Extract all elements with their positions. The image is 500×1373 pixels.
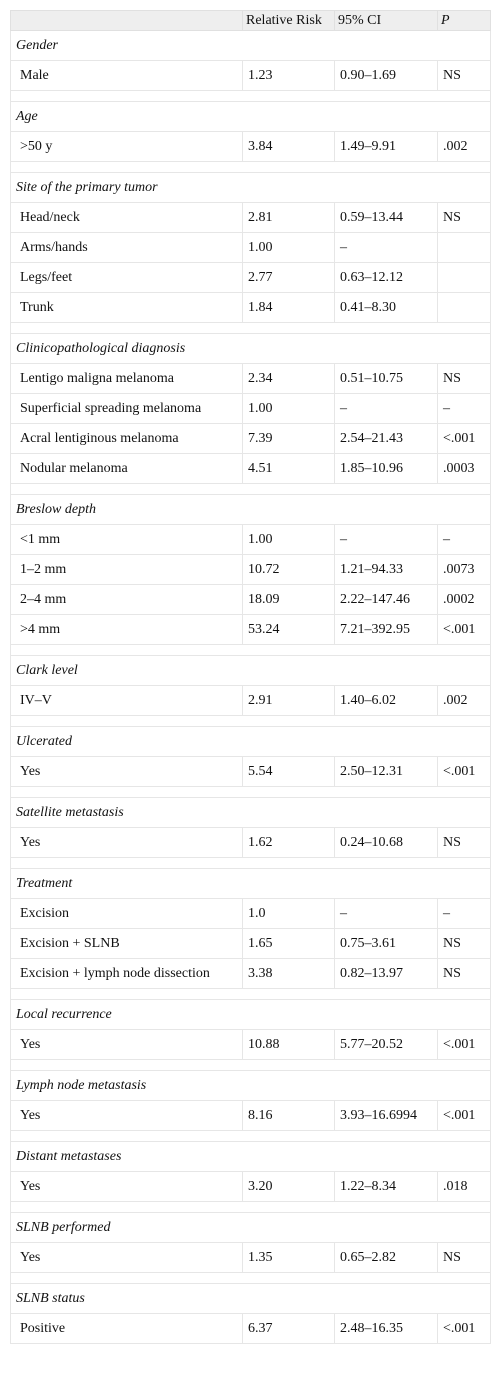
relative-risk-cell: 6.37 xyxy=(243,1314,335,1344)
relative-risk-cell: 10.72 xyxy=(243,555,335,585)
ci-cell: 0.24–10.68 xyxy=(335,828,438,858)
section-header-row xyxy=(11,1142,491,1172)
spacer-cell xyxy=(243,645,335,656)
relative-risk-cell: 2.91 xyxy=(243,686,335,716)
header-variable xyxy=(11,11,243,31)
spacer-cell xyxy=(11,484,243,495)
spacer-cell xyxy=(11,645,243,656)
table-row xyxy=(11,585,491,615)
spacer-cell xyxy=(438,1202,491,1213)
section-header-row xyxy=(11,31,491,61)
header-relative-risk: Relative Risk xyxy=(243,11,335,31)
ci-cell: 2.50–12.31 xyxy=(335,757,438,787)
spacer-cell xyxy=(243,1060,335,1071)
section-title: Satellite metastasis xyxy=(11,798,491,828)
table-row xyxy=(11,615,491,645)
section-spacer xyxy=(11,787,491,798)
section-header-row xyxy=(11,1071,491,1101)
spacer-cell xyxy=(438,323,491,334)
ci-cell: 1.40–6.02 xyxy=(335,686,438,716)
relative-risk-cell: 1.84 xyxy=(243,293,335,323)
relative-risk-cell: 1.35 xyxy=(243,1243,335,1273)
spacer-cell xyxy=(11,858,243,869)
section-title: Site of the primary tumor xyxy=(11,173,491,203)
row-label: Excision xyxy=(11,899,243,929)
table-row xyxy=(11,203,491,233)
table-row xyxy=(11,424,491,454)
table-row xyxy=(11,1101,491,1131)
section-title: Clark level xyxy=(11,656,491,686)
spacer-cell xyxy=(438,1273,491,1284)
ci-cell: – xyxy=(335,394,438,424)
section-title: Gender xyxy=(11,31,491,61)
table-row xyxy=(11,686,491,716)
header-p: P xyxy=(438,11,491,31)
row-label: <1 mm xyxy=(11,525,243,555)
p-value-cell: .0003 xyxy=(438,454,491,484)
row-label: >50 y xyxy=(11,132,243,162)
ci-cell: 0.51–10.75 xyxy=(335,364,438,394)
section-spacer xyxy=(11,858,491,869)
row-label: Head/neck xyxy=(11,203,243,233)
ci-cell: 0.59–13.44 xyxy=(335,203,438,233)
table-row xyxy=(11,263,491,293)
spacer-cell xyxy=(243,989,335,1000)
ci-cell: 2.54–21.43 xyxy=(335,424,438,454)
ci-cell: 1.85–10.96 xyxy=(335,454,438,484)
spacer-cell xyxy=(243,91,335,102)
row-label: Arms/hands xyxy=(11,233,243,263)
ci-cell: 3.93–16.6994 xyxy=(335,1101,438,1131)
section-spacer xyxy=(11,1131,491,1142)
relative-risk-cell: 2.81 xyxy=(243,203,335,233)
section-title: Distant metastases xyxy=(11,1142,491,1172)
spacer-cell xyxy=(438,1060,491,1071)
spacer-cell xyxy=(335,1202,438,1213)
spacer-cell xyxy=(243,1273,335,1284)
row-label: Lentigo maligna melanoma xyxy=(11,364,243,394)
spacer-cell xyxy=(438,787,491,798)
row-label: Male xyxy=(11,61,243,91)
spacer-cell xyxy=(438,484,491,495)
spacer-cell xyxy=(11,1060,243,1071)
section-title: Local recurrence xyxy=(11,1000,491,1030)
p-value-cell: – xyxy=(438,525,491,555)
relative-risk-cell: 3.20 xyxy=(243,1172,335,1202)
spacer-cell xyxy=(243,484,335,495)
row-label: 1–2 mm xyxy=(11,555,243,585)
section-header-row xyxy=(11,334,491,364)
ci-cell: 1.22–8.34 xyxy=(335,1172,438,1202)
row-label: Trunk xyxy=(11,293,243,323)
ci-cell: 0.82–13.97 xyxy=(335,959,438,989)
relative-risk-cell: 1.0 xyxy=(243,899,335,929)
section-spacer xyxy=(11,1060,491,1071)
spacer-cell xyxy=(11,323,243,334)
ci-cell: 2.22–147.46 xyxy=(335,585,438,615)
relative-risk-cell: 3.84 xyxy=(243,132,335,162)
section-title: Ulcerated xyxy=(11,727,491,757)
row-label: Excision + lymph node dissection xyxy=(11,959,243,989)
table-row xyxy=(11,394,491,424)
table-row xyxy=(11,454,491,484)
ci-cell: 0.41–8.30 xyxy=(335,293,438,323)
section-spacer xyxy=(11,162,491,173)
table-row xyxy=(11,1030,491,1060)
p-value-cell: <.001 xyxy=(438,1030,491,1060)
section-header-row xyxy=(11,495,491,525)
section-title: Clinicopathological diagnosis xyxy=(11,334,491,364)
row-label: Yes xyxy=(11,757,243,787)
ci-cell: – xyxy=(335,233,438,263)
p-value-cell: <.001 xyxy=(438,1314,491,1344)
table-row xyxy=(11,1314,491,1344)
row-label: Acral lentiginous melanoma xyxy=(11,424,243,454)
spacer-cell xyxy=(11,91,243,102)
p-value-cell: NS xyxy=(438,364,491,394)
row-label: Positive xyxy=(11,1314,243,1344)
spacer-cell xyxy=(438,1131,491,1142)
p-value-cell: .002 xyxy=(438,686,491,716)
p-value-cell: .0002 xyxy=(438,585,491,615)
row-label: Yes xyxy=(11,828,243,858)
table-row xyxy=(11,1243,491,1273)
spacer-cell xyxy=(438,989,491,1000)
ci-cell: 1.21–94.33 xyxy=(335,555,438,585)
ci-cell: 2.48–16.35 xyxy=(335,1314,438,1344)
spacer-cell xyxy=(335,323,438,334)
row-label: Excision + SLNB xyxy=(11,929,243,959)
spacer-cell xyxy=(335,858,438,869)
table-row xyxy=(11,899,491,929)
section-header-row xyxy=(11,798,491,828)
p-value-cell xyxy=(438,293,491,323)
table-row xyxy=(11,1172,491,1202)
table-row xyxy=(11,555,491,585)
header-row xyxy=(11,11,491,31)
table-row xyxy=(11,293,491,323)
spacer-cell xyxy=(243,323,335,334)
p-value-cell: .002 xyxy=(438,132,491,162)
ci-cell: 0.65–2.82 xyxy=(335,1243,438,1273)
section-spacer xyxy=(11,91,491,102)
section-title: Lymph node metastasis xyxy=(11,1071,491,1101)
spacer-cell xyxy=(335,989,438,1000)
row-label: Yes xyxy=(11,1243,243,1273)
p-value-cell: NS xyxy=(438,1243,491,1273)
p-value-cell: <.001 xyxy=(438,1101,491,1131)
section-spacer xyxy=(11,1273,491,1284)
spacer-cell xyxy=(438,645,491,656)
spacer-cell xyxy=(335,1060,438,1071)
spacer-cell xyxy=(11,1131,243,1142)
row-label: Yes xyxy=(11,1030,243,1060)
p-value-cell: <.001 xyxy=(438,615,491,645)
p-value-cell xyxy=(438,263,491,293)
ci-cell: 0.75–3.61 xyxy=(335,929,438,959)
relative-risk-cell: 1.62 xyxy=(243,828,335,858)
p-value-cell: – xyxy=(438,899,491,929)
spacer-cell xyxy=(243,1131,335,1142)
relative-risk-cell: 18.09 xyxy=(243,585,335,615)
p-value-cell xyxy=(438,233,491,263)
spacer-cell xyxy=(335,1131,438,1142)
ci-cell: 5.77–20.52 xyxy=(335,1030,438,1060)
p-value-cell: – xyxy=(438,394,491,424)
spacer-cell xyxy=(438,162,491,173)
spacer-cell xyxy=(335,484,438,495)
spacer-cell xyxy=(243,716,335,727)
section-spacer xyxy=(11,716,491,727)
section-title: SLNB performed xyxy=(11,1213,491,1243)
row-label: Yes xyxy=(11,1172,243,1202)
relative-risk-cell: 53.24 xyxy=(243,615,335,645)
row-label: Legs/feet xyxy=(11,263,243,293)
spacer-cell xyxy=(438,716,491,727)
relative-risk-cell: 1.00 xyxy=(243,233,335,263)
table-row xyxy=(11,233,491,263)
section-header-row xyxy=(11,1213,491,1243)
row-label: Yes xyxy=(11,1101,243,1131)
spacer-cell xyxy=(243,858,335,869)
table-body xyxy=(11,31,491,1344)
relative-risk-cell: 1.65 xyxy=(243,929,335,959)
relative-risk-cell: 8.16 xyxy=(243,1101,335,1131)
p-value-cell: NS xyxy=(438,959,491,989)
p-value-cell: <.001 xyxy=(438,424,491,454)
relative-risk-cell: 2.77 xyxy=(243,263,335,293)
spacer-cell xyxy=(11,162,243,173)
spacer-cell xyxy=(11,1273,243,1284)
header-ci: 95% CI xyxy=(335,11,438,31)
spacer-cell xyxy=(243,787,335,798)
spacer-cell xyxy=(11,787,243,798)
relative-risk-cell: 5.54 xyxy=(243,757,335,787)
relative-risk-cell: 1.23 xyxy=(243,61,335,91)
p-value-cell: .018 xyxy=(438,1172,491,1202)
spacer-cell xyxy=(438,91,491,102)
p-value-cell: NS xyxy=(438,203,491,233)
p-value-cell: NS xyxy=(438,61,491,91)
row-label: Nodular melanoma xyxy=(11,454,243,484)
ci-cell: 0.63–12.12 xyxy=(335,263,438,293)
ci-cell: 7.21–392.95 xyxy=(335,615,438,645)
section-title: Age xyxy=(11,102,491,132)
spacer-cell xyxy=(335,1273,438,1284)
section-spacer xyxy=(11,1202,491,1213)
relative-risk-cell: 3.38 xyxy=(243,959,335,989)
p-value-cell: NS xyxy=(438,929,491,959)
ci-cell: 0.90–1.69 xyxy=(335,61,438,91)
ci-cell: 1.49–9.91 xyxy=(335,132,438,162)
section-header-row xyxy=(11,102,491,132)
row-label: Superficial spreading melanoma xyxy=(11,394,243,424)
p-value-cell: .0073 xyxy=(438,555,491,585)
section-header-row xyxy=(11,727,491,757)
section-header-row xyxy=(11,656,491,686)
spacer-cell xyxy=(11,1202,243,1213)
relative-risk-cell: 10.88 xyxy=(243,1030,335,1060)
spacer-cell xyxy=(335,91,438,102)
p-value-cell: <.001 xyxy=(438,757,491,787)
relative-risk-cell: 2.34 xyxy=(243,364,335,394)
p-value-cell: NS xyxy=(438,828,491,858)
relative-risk-table xyxy=(10,10,491,1344)
section-header-row xyxy=(11,1284,491,1314)
row-label: 2–4 mm xyxy=(11,585,243,615)
spacer-cell xyxy=(243,1202,335,1213)
relative-risk-cell: 7.39 xyxy=(243,424,335,454)
spacer-cell xyxy=(438,858,491,869)
spacer-cell xyxy=(11,716,243,727)
row-label: IV–V xyxy=(11,686,243,716)
ci-cell: – xyxy=(335,525,438,555)
relative-risk-cell: 1.00 xyxy=(243,394,335,424)
row-label: >4 mm xyxy=(11,615,243,645)
spacer-cell xyxy=(335,645,438,656)
table-row xyxy=(11,525,491,555)
table-row xyxy=(11,828,491,858)
spacer-cell xyxy=(243,162,335,173)
section-spacer xyxy=(11,645,491,656)
spacer-cell xyxy=(335,787,438,798)
section-header-row xyxy=(11,173,491,203)
relative-risk-cell: 1.00 xyxy=(243,525,335,555)
ci-cell: – xyxy=(335,899,438,929)
table-row xyxy=(11,364,491,394)
table-row xyxy=(11,61,491,91)
section-title: Breslow depth xyxy=(11,495,491,525)
spacer-cell xyxy=(11,989,243,1000)
section-spacer xyxy=(11,484,491,495)
section-title: Treatment xyxy=(11,869,491,899)
section-title: SLNB status xyxy=(11,1284,491,1314)
section-spacer xyxy=(11,323,491,334)
table-row xyxy=(11,757,491,787)
section-header-row xyxy=(11,869,491,899)
spacer-cell xyxy=(335,716,438,727)
section-header-row xyxy=(11,1000,491,1030)
spacer-cell xyxy=(335,162,438,173)
table-row xyxy=(11,132,491,162)
table-row xyxy=(11,959,491,989)
table-row xyxy=(11,929,491,959)
section-spacer xyxy=(11,989,491,1000)
relative-risk-cell: 4.51 xyxy=(243,454,335,484)
